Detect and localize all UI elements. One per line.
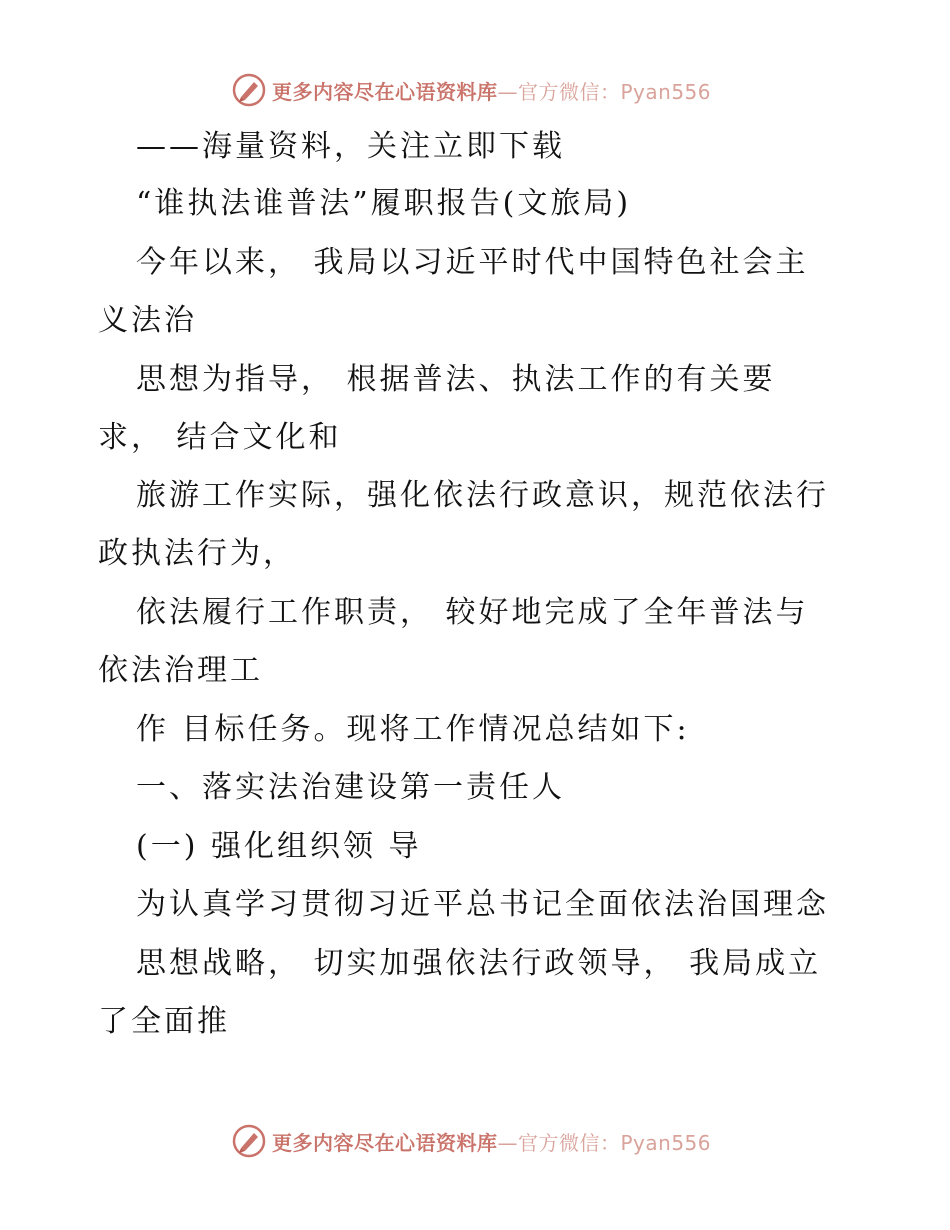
doc-line: 今年以来， 我局以习近平时代中国特色社会主	[136, 245, 809, 280]
subsection-heading: (一) 强化组织领 导	[136, 829, 422, 864]
doc-title: “谁执法谁普法”履职报告(文旅局)	[136, 186, 632, 221]
doc-line: 思想为指导， 根据普法、执法工作的有关要	[136, 362, 776, 397]
doc-line: 义法治	[98, 303, 197, 338]
doc-line: 依法治理工	[98, 653, 263, 688]
watermark-banner-bottom	[232, 1124, 711, 1158]
doc-line: 为认真学习贯彻习近平总书记全面依法治国理念	[136, 887, 829, 922]
doc-line: 政执法行为，	[98, 536, 296, 571]
doc-line: 作 目标任务。现将工作情况总结如下:	[136, 712, 690, 747]
watermark-text: 更多内容尽在心语资料库—官方微信：Pyan556	[272, 1130, 712, 1155]
doc-line: 了全面推	[98, 1004, 230, 1039]
doc-line: 依法履行工作职责， 较好地完成了全年普法与	[136, 595, 809, 630]
watermark-text: 更多内容尽在心语资料库—官方微信：Pyan556	[272, 79, 712, 104]
doc-line-subtitle: ——海量资料，关注立即下载	[136, 129, 565, 164]
doc-line: 旅游工作实际，强化依法行政意识，规范依法行	[136, 478, 829, 513]
doc-line: 求， 结合文化和	[98, 420, 342, 455]
pen-seal-icon	[232, 1124, 266, 1158]
section-heading: 一、落实法治建设第一责任人	[136, 770, 565, 805]
doc-line: 思想战略， 切实加强依法行政领导， 我局成立	[136, 946, 822, 981]
